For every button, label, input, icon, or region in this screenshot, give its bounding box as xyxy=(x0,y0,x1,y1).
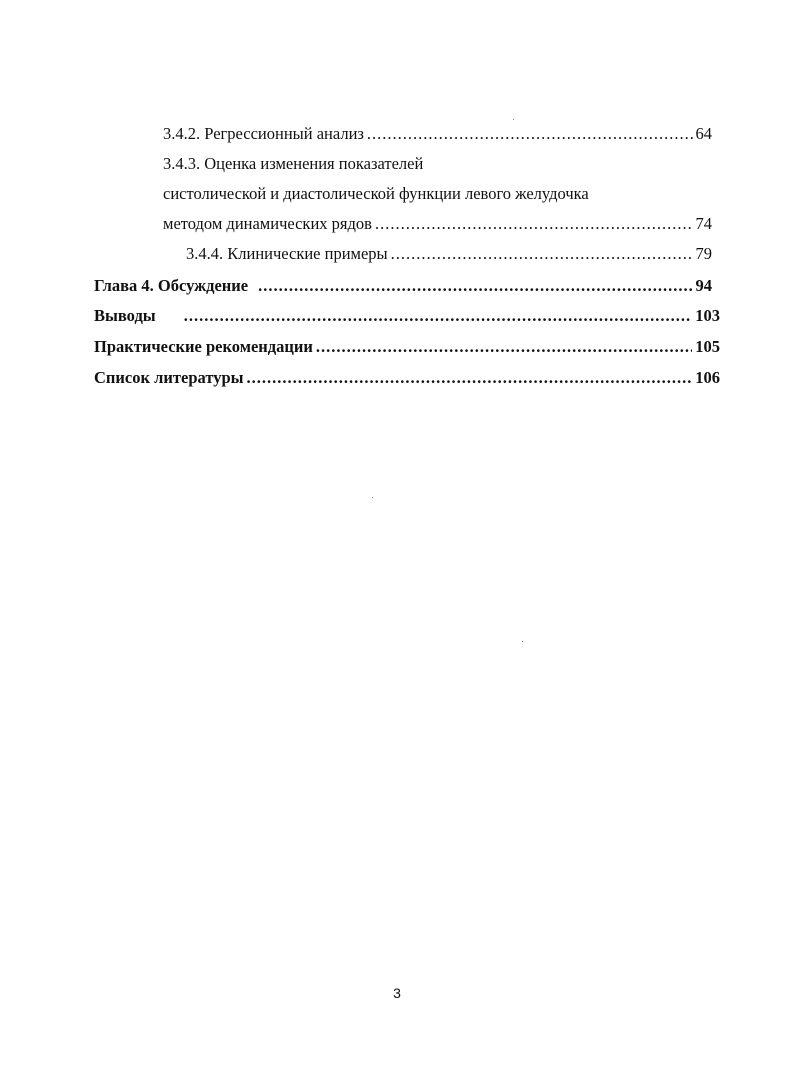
toc-leader-dots xyxy=(258,276,692,296)
toc-entry-label: Практические рекомендации xyxy=(94,337,313,356)
toc-entry-page: 74 xyxy=(695,214,712,233)
toc-entry-label: 3.4.2. Регрессионный анализ xyxy=(163,124,364,143)
page-number: 3 xyxy=(393,985,401,1001)
toc-entry-page: 103 xyxy=(695,306,720,325)
toc-entry-page: 105 xyxy=(695,337,720,356)
toc-leader-dots xyxy=(367,124,693,144)
toc-entry-chapter-4 xyxy=(94,276,712,296)
scan-speck xyxy=(372,497,373,498)
toc-entry-conclusions xyxy=(94,306,720,326)
toc-entry-3-4-3 xyxy=(163,214,712,234)
toc-entry-label: Список литературы xyxy=(94,368,244,387)
toc-entry-page: 79 xyxy=(695,244,712,263)
toc-entry-3-4-3-line-2: систолической и диастолической функции левого желудочка xyxy=(163,184,589,203)
toc-leader-dots xyxy=(375,214,693,234)
toc-entry-label: Выводы xyxy=(94,306,156,325)
toc-entry-label: методом динамических рядов xyxy=(163,214,372,233)
toc-entry-recommendations xyxy=(94,337,720,357)
scan-speck xyxy=(513,119,514,120)
toc-entry-page: 94 xyxy=(695,276,712,295)
toc-entry-3-4-4 xyxy=(186,244,712,264)
toc-leader-dots xyxy=(247,368,693,388)
toc-entry-label: 3.4.4. Клинические примеры xyxy=(186,244,388,263)
toc-entry-label: Глава 4. Обсуждение xyxy=(94,276,249,295)
toc-entry-page: 64 xyxy=(695,124,712,143)
toc-entry-3-4-3-line-1: 3.4.3. Оценка изменения показателей xyxy=(163,154,424,173)
toc-entry-3-4-2 xyxy=(163,124,712,144)
toc-entry-page: 106 xyxy=(695,368,720,387)
toc-leader-dots xyxy=(391,244,693,264)
toc-entry-references xyxy=(94,368,720,388)
toc-leader-dots xyxy=(316,337,692,357)
scan-speck xyxy=(522,641,523,642)
toc-leader-dots xyxy=(184,306,693,326)
